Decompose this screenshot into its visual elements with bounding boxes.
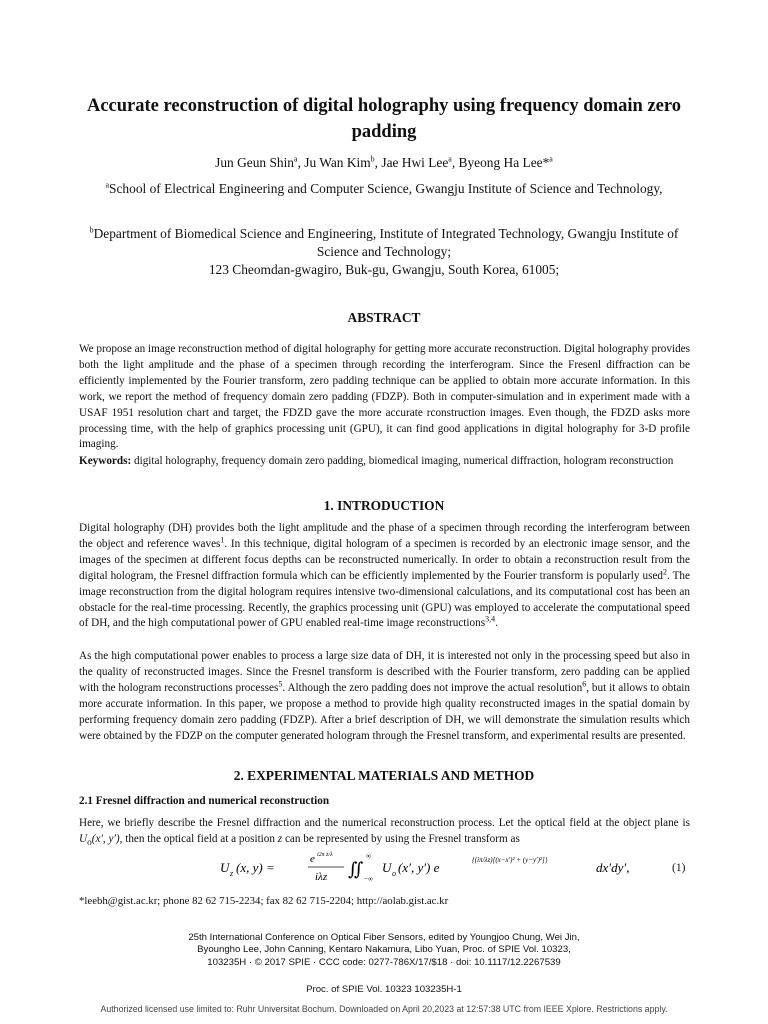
keywords-label: Keywords: (79, 455, 132, 467)
method-paragraph-1 (79, 816, 690, 852)
text-run: , but it allows to obtain more accurate information. In this paper, we propose a method to provide high quality reconstructed images in the spatial domain by performing frequency domain zero padding (FDZP). After a brief description of DH, we will demonstrate the simulation results which were obtained by the FDZP on the computer generated hologram through the Fresnel transform, and experimental results are presented. (79, 681, 691, 742)
text-run: . Although the zero padding does not improve the actual resolution (282, 681, 583, 694)
author-list: Jun Geun Shin$^a$, Ju Wan Kim$^b$, Jae Hwi Lee$^a$, Byeong Ha Lee*$^a$ (215, 154, 553, 170)
math-symbol: z (277, 832, 283, 845)
citation-ref: 1 (220, 535, 225, 545)
affiliation-marker: b (89, 225, 94, 235)
math-args: (x′, y′) (91, 832, 120, 845)
text-run: can be represented by using the Fresnel transform as (282, 832, 520, 845)
eq-numerator: e (310, 853, 315, 865)
author-name: Jun Geun Shin (215, 155, 295, 170)
text-run: Here, we briefly describe the Fresnel diffraction and the numerical reconstruction process. Let the optical field at the object plane is (79, 817, 690, 829)
conference-line: 103235H · © 2017 SPIE · CCC code: 0277-786X/17/$18 · doi: 10.1117/12.2267539 (207, 956, 561, 968)
eq-lhs-args: (x, y) = (236, 860, 275, 875)
affiliation-a (70, 180, 698, 198)
intro-paragraph-2 (79, 649, 690, 744)
math-subscript: o (87, 838, 92, 849)
section-heading-method: 2. EXPERIMENTAL MATERIALS AND METHOD (233, 768, 535, 783)
citation-ref: 5 (278, 679, 283, 689)
conference-citation (90, 932, 678, 969)
fresnel-equation (220, 848, 660, 890)
author-name: Jae Hwi Lee (381, 155, 449, 170)
intro-paragraph-1 (79, 521, 690, 632)
affiliation-marker: a (448, 154, 452, 164)
license-notice: Authorized licensed use limited to: Ruhr Universitat Bochum. Downloaded on April 20,2023 at 12:57:38 UTC from IEEE Xplore. Restrictions apply. (100, 1004, 668, 1014)
eq-integrand-sub: o (392, 869, 396, 878)
eq-limit-top: ∞ (366, 852, 371, 860)
keywords (79, 454, 690, 470)
eq-integral: ∬ (348, 859, 364, 879)
eq-denominator: iλz (315, 871, 328, 883)
citation-ref: 6 (582, 679, 587, 689)
author-name: Byeong Ha Lee* (458, 155, 550, 170)
eq-tail: dx′dy′, (596, 860, 630, 875)
affiliation-marker: a (105, 180, 110, 190)
eq-lhs: U (220, 860, 230, 875)
page-footer: Proc. of SPIE Vol. 10323 103235H-1 (306, 984, 462, 995)
conference-line: Byoungho Lee, John Canning, Kentaro Nakamura, Libo Yuan, Proc. of SPIE Vol. 10323, (197, 944, 571, 956)
affiliation-text: School of Electrical Engineering and Computer Science, Gwangju Institute of Science and Technology, (109, 181, 663, 196)
affiliation-marker: a (294, 154, 298, 164)
abstract-text: We propose an image reconstruction method of digital holography for getting more accurate reconstruction. Digital holography provides both the light amplitude and the phase of a specimen through recording the interferogram. Since the Fresenl diffraction can be efficiently implemented by the Fourier transform, zero padding technique can be applied to obtain more accurate information. In this work, we report the method of frequency domain zero padding (FDZP). Both in computer-simulation and in experiment made with a USAF 1951 resolution chart and target, the FDZD gave the more accurate rconstruction images. Even though, the FDZD asks more processing time, with the help of graphics processing unit (GPU), it can find good applications in digital holography for 3-D profile imaging. (79, 343, 690, 451)
eq-limit-bottom: −∞ (364, 875, 373, 883)
text-run: . The image reconstruction from the digital hologram requires intensive two-dimensional calculations, and its computational cost has been an obstacle for the real-time processing. Recently, the graphics processing unit (GPU) was employed to accelerate the computational speed of DH, and the high computational power of GPU enabled real-time image reconstructions (79, 569, 690, 630)
math-symbol: U (79, 832, 88, 845)
abstract-heading: ABSTRACT (347, 310, 421, 325)
affiliation-marker: a (549, 154, 553, 164)
affiliation-b (70, 225, 698, 279)
author-name: Ju Wan Kim (304, 155, 371, 170)
affiliation-marker: b (370, 154, 375, 164)
text-run: . (495, 617, 498, 630)
conference-line: 25th International Conference on Optical Fiber Sensors, edited by Youngjoo Chung, Wei Jin, (188, 932, 580, 943)
text-run: . In this technique, digital hologram of a specimen is recorded by an electronic image sensor, and the images of the specimen at different focus depths can be reconstructed numerically. In order to obtain a reconstruction result from the digital hologram, the Fresnel diffraction formula which can be efficiently implemented by the Fourier transform is popularly used (79, 537, 690, 582)
text-run: As the high computational power enables to process a large size data of DH, it is interested not only in the processing speed but also in the quality of reconstructed images. Since the Fresnel transform is described with the Fourier transform, zero padding can be applied with the hologram reconstructions processes (79, 650, 690, 694)
text-run: , then the optical field at a position (119, 832, 278, 845)
affiliation-text: Department of Biomedical Science and Engineering, Institute of Integrated Technology, Gwangju Institute of Science and Technology; (93, 226, 679, 259)
eq-numerator-exp: i2π z/λ (317, 852, 333, 858)
equation-number: (1) (672, 862, 686, 874)
eq-integrand-args: (x′, y′) e (398, 860, 440, 875)
subsection-heading: 2.1 Fresnel diffraction and numerical reconstruction (79, 795, 330, 807)
corresponding-author-footnote: *leebh@gist.ac.kr; phone 82 62 715-2234; fax 82 62 715-2204; http://aolab.gist.ac.kr (79, 895, 449, 907)
keywords-text: digital holography, frequency domain zero padding, biomedical imaging, numerical diffraction, hologram reconstruction (134, 455, 674, 467)
citation-ref: 2 (663, 566, 667, 576)
affiliation-address: 123 Cheomdan-gwagiro, Buk-gu, Gwangju, South Korea, 61005; (208, 262, 560, 277)
eq-exponent: {(iπ/λz)[(x−x′)² + (y−y′)²]} (472, 856, 548, 864)
section-heading-introduction: 1. INTRODUCTION (323, 498, 445, 513)
eq-integrand: U (382, 860, 392, 875)
citation-ref: 3,4 (485, 614, 496, 624)
paper-title: Accurate reconstruction of digital holography using frequency domain zero padding (86, 96, 682, 142)
text-run: Digital holography (DH) provides both the light amplitude and the phase of a specimen through recording the interferogram between the object and reference waves (79, 522, 690, 550)
eq-lhs-sub: z (230, 869, 234, 878)
